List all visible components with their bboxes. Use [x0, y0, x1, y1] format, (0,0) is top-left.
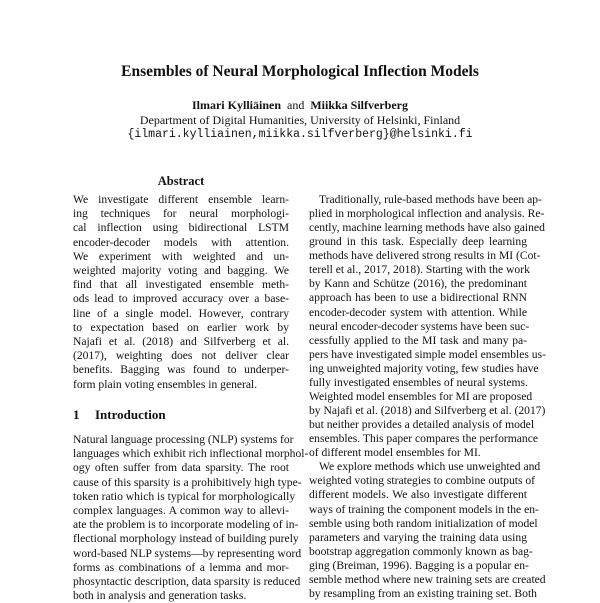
text-line: different models. We also investigate different — [309, 488, 527, 502]
text-line: terell et al., 2017, 2018). Starting with the work — [309, 263, 530, 277]
text-line: encoder-decoder system with attention. While — [309, 305, 527, 319]
text-line: form plain voting ensembles in general. — [73, 377, 258, 391]
text-line: Najafi et al. (2018) and Silfverberg et al. — [73, 335, 289, 348]
email: {ilmari.kylliainen,miikka.silfverberg}@helsinki.fi — [127, 128, 473, 141]
affiliation: Department of Digital Humanities, University of Helsinki, Finland — [139, 113, 461, 127]
text-line: methods have delivered strong results in MI (Cot- — [309, 249, 541, 263]
text-line: flectional morphology instead of building purely — [73, 532, 299, 546]
text-line: find that all investigated ensemble meth- — [73, 278, 289, 292]
text-line: token ratio which is typical for morphologically — [73, 489, 296, 503]
text-line: forms as combinations of a lemma and mor- — [73, 560, 289, 574]
text-line: ing techniques for neural morphologi- — [73, 207, 289, 221]
text-line: cently, machine learning methods have also gained — [309, 221, 545, 235]
text-line: phosyntactic description, data sparsity is reduced — [73, 575, 301, 588]
text-line: ate the problem is to incorporate modeling of in- — [73, 518, 299, 532]
text-line: Traditionally, rule-based methods have been ap- — [319, 193, 542, 206]
text-line: semble method where new training sets are created — [309, 572, 546, 586]
text-line: ways of training the component models in the en- — [309, 502, 539, 516]
text-line: benefits. Bagging was found to underper- — [73, 363, 289, 377]
abstract-heading: Abstract — [157, 174, 205, 188]
author-1: Ilmari Kylliäinen — [191, 98, 281, 112]
text-line: but neither provides a detailed analysis of model — [309, 418, 535, 432]
text-line: by Kann and Schütze (2016), the predominant — [309, 277, 527, 291]
text-line: by Najafi et al. (2018) and Silfverberg et al. (2017) — [309, 404, 546, 418]
text-line: neural encoder-decoder systems have been suc- — [309, 319, 530, 333]
text-line: ing unweighted majority voting, few studies have — [309, 361, 539, 375]
text-line: of different model ensembles for MI. — [309, 446, 481, 460]
text-line: ground in this task. Especially deep learning — [309, 235, 527, 249]
section-number: 1 — [73, 407, 80, 422]
text-line: ensembles. This paper compares the performance — [309, 432, 538, 446]
text-line: plied in morphological inflection and analysis. Re- — [309, 207, 545, 221]
text-line: Weighted model ensembles for MI are proposed — [309, 389, 533, 403]
text-line: weighted voting strategies to combine outputs of — [309, 474, 536, 488]
text-line: (2017), weighting does not deliver clear — [73, 349, 289, 363]
section-title: Introduction — [95, 407, 166, 422]
text-line: line of a single model. However, contrary — [73, 306, 289, 320]
text-line: cause of this sparsity is a prohibitively high type- — [73, 475, 302, 489]
text-line: complex languages. A common way to allevi- — [73, 504, 289, 517]
text-line: semble using both random initialization of model — [309, 516, 538, 530]
text-line: approach has been to use a bidirectional RNN — [309, 291, 527, 305]
paper-title: Ensembles of Neural Morphological Inflection Models — [121, 63, 479, 80]
text-line: bootstrap aggregation commonly known as bag- — [309, 544, 533, 558]
text-line: ods lead to improved accuracy over a base- — [73, 292, 289, 306]
section-heading-introduction — [73, 407, 166, 423]
text-line: weighted majority voting and bagging. We — [73, 264, 289, 277]
text-line: to expectation based on earlier work by — [73, 320, 289, 334]
text-line: both in analysis and generation tasks. — [73, 589, 247, 603]
text-line: cal inflection using bidirectional LSTM — [73, 221, 289, 235]
authors — [0, 98, 600, 113]
text-line: fully investigated ensembles of neural systems. — [309, 375, 528, 389]
text-line: by resampling from an existing training set. Both — [309, 586, 537, 600]
text-line: ogy often suffer from data sparsity. The root — [73, 461, 289, 475]
text-line: cessfully applied to the MI task and many pa- — [309, 333, 527, 347]
text-line: We experiment with weighted and un- — [73, 249, 289, 263]
text-line: parameters and varying the training data using — [309, 530, 527, 544]
text-line: Natural language processing (NLP) systems for — [73, 433, 294, 446]
text-line: We investigate different ensemble learn- — [73, 193, 289, 206]
text-line: word-based NLP systems—by representing word — [73, 546, 302, 560]
text-line: We explore methods which use unweighted and — [319, 460, 541, 474]
text-line: ging (Breiman, 1996). Bagging is a popular en- — [309, 558, 529, 572]
text-line: pers have investigated simple model ensembles us- — [309, 347, 546, 361]
authors-and: and — [287, 98, 305, 112]
text-line: languages which exhibit rich inflectional morphol- — [73, 447, 309, 461]
text-line: encoder-decoder models with attention. — [73, 235, 289, 249]
author-2: Miikka Silfverberg — [310, 98, 408, 112]
